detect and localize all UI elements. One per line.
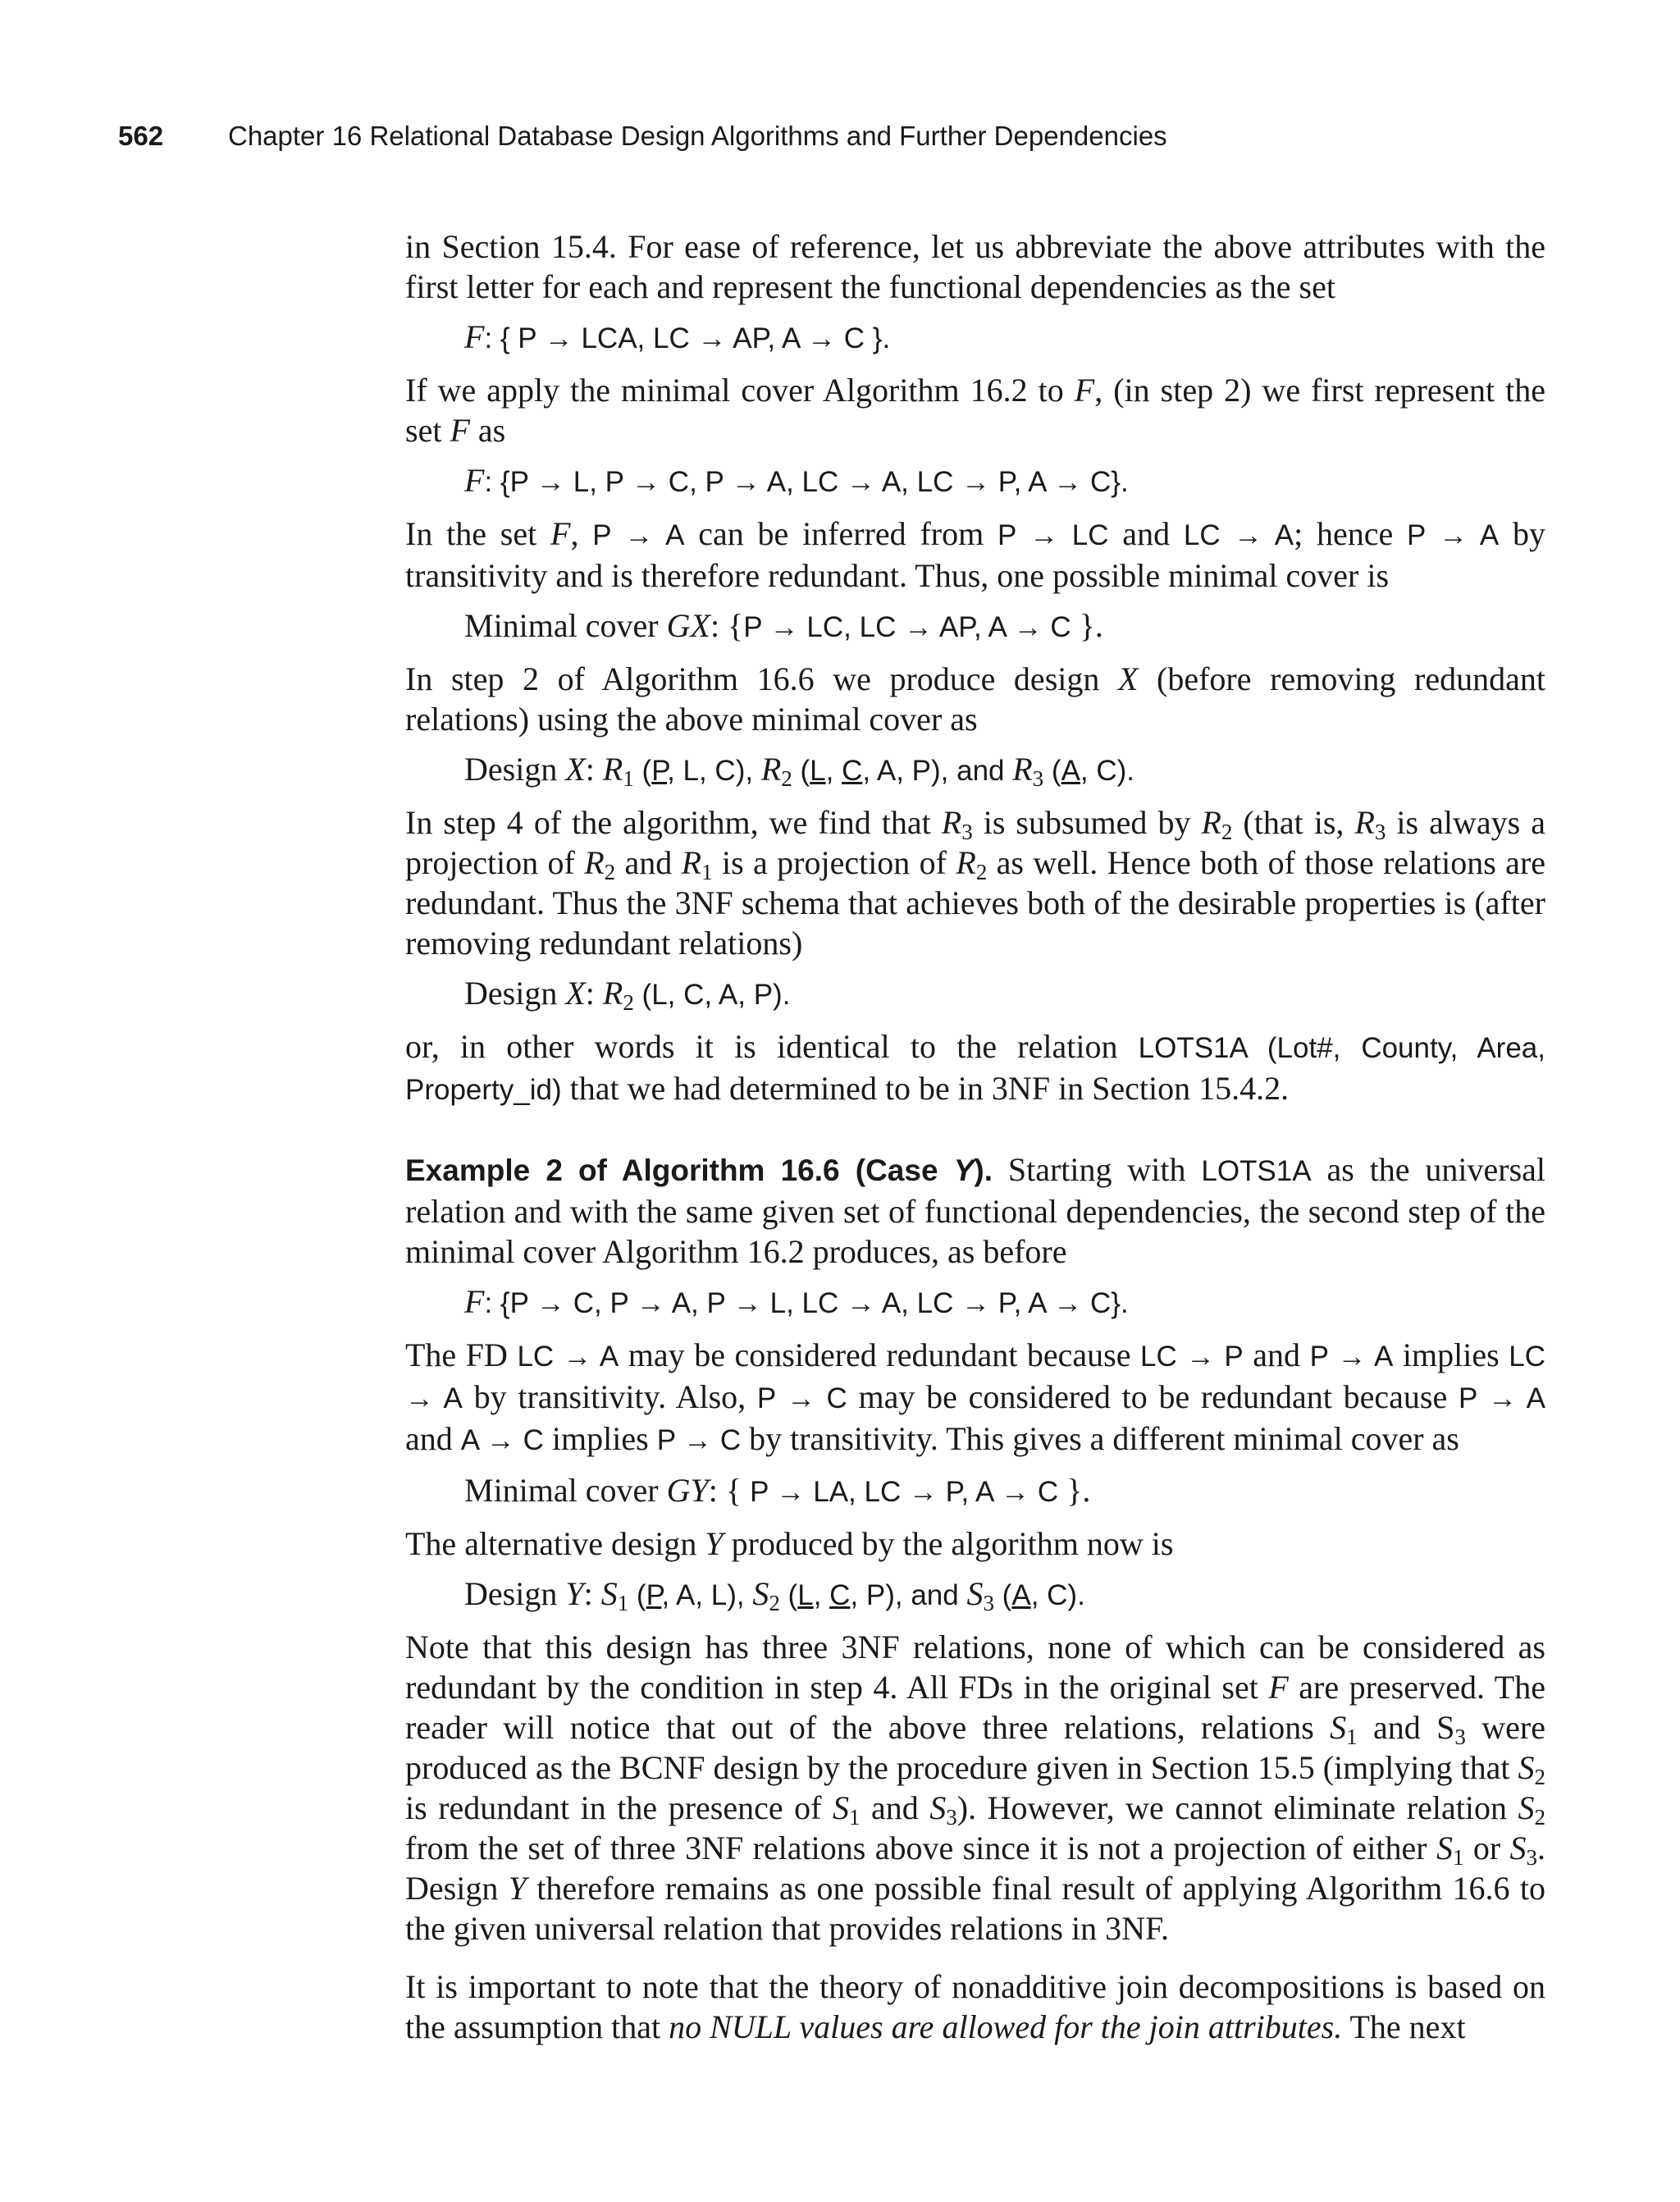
relation-r3 (1043, 755, 1134, 787)
text-run: In step 2 of Algorithm 16.6 we produce design (405, 660, 1118, 697)
subscript: 3 (961, 820, 973, 844)
fd-set: P → LA, LC → P, A → C (750, 1476, 1059, 1508)
relation-s1 (628, 1579, 752, 1611)
equation-gy (464, 1470, 1545, 1512)
key-attribute: L (810, 755, 826, 787)
text-run: as the universal relation and with the same given set of functional dependencies, the second step of the minimal cover Algorithm 16.2 produces, as before (405, 1151, 1545, 1270)
text-run: ). (974, 1154, 993, 1187)
var-F: F (1268, 1669, 1289, 1706)
text-run: , A, L), (661, 1579, 753, 1611)
text-run: , C). (1080, 755, 1135, 787)
fd: P → A (1458, 1382, 1546, 1414)
fd: LC → A (405, 1341, 1546, 1414)
equation-f-initial (464, 317, 1545, 359)
text-run: as (469, 412, 506, 449)
var-GX: GX (666, 607, 710, 644)
text-run: and (1243, 1336, 1310, 1373)
subscript: 1 (1346, 1725, 1358, 1749)
text-run: (that is, (1232, 804, 1355, 841)
var-Y: Y (953, 1154, 975, 1187)
var-S: S (1518, 1789, 1535, 1826)
subscript: 1 (701, 860, 713, 884)
text-run: The alternative design (405, 1525, 705, 1562)
fd: P → LC (998, 519, 1109, 551)
paragraph-intro (405, 226, 1545, 307)
subscript: 1 (617, 1591, 629, 1615)
text-run: In the set (405, 515, 551, 552)
subscript: 3 (983, 1591, 994, 1615)
relation-name: LOTS1A (Lot#, County, Area, Property_id) (405, 1032, 1545, 1106)
subscript: 2 (781, 766, 792, 791)
subscript: 3 (1374, 820, 1386, 844)
text-run: Example 2 of Algorithm 16.6 (Case (405, 1154, 954, 1187)
paragraph-design-x (405, 659, 1545, 739)
equation-gx (464, 605, 1545, 647)
text-run: , (in step 2) we first represent the set (405, 372, 1545, 449)
text-run: ( (993, 1579, 1012, 1611)
text-run: is redundant in the presence of (405, 1789, 833, 1826)
fd: P → C (756, 1382, 847, 1414)
text-run: and (1108, 515, 1184, 552)
key-attribute: C (829, 1579, 851, 1611)
subscript: 2 (604, 860, 616, 884)
relation-r1 (634, 755, 761, 787)
subscript: 3 (946, 1805, 957, 1830)
var-R: R (584, 844, 605, 881)
subscript: 2 (1534, 1765, 1545, 1789)
text-run: and S (1357, 1709, 1455, 1746)
subscript: 2 (1221, 820, 1233, 844)
var-S: S (929, 1789, 947, 1826)
text-run: implies (543, 1420, 657, 1457)
equation-design-x-final (464, 973, 1545, 1015)
fd-set: : {P → L, P → C, P → A, LC → A, LC → P, A → C}. (484, 466, 1129, 498)
text-run: , P), and (850, 1579, 967, 1611)
text-run: is a projection of (712, 844, 956, 881)
equation-f-example2 (464, 1281, 1545, 1323)
text-run: therefore remains as one possible final result of applying Algorithm 16.6 to the given universal relation that provides relations in 3NF. (405, 1870, 1545, 1947)
subscript: 2 (769, 1591, 780, 1615)
subscript: 1 (623, 766, 634, 791)
chapter-title: Chapter 16 Relational Database Design Algorithms and Further Dependencies (228, 121, 1167, 151)
var-R: R (1012, 751, 1033, 788)
var-F: F (450, 412, 470, 449)
var-GY: GY (666, 1472, 709, 1509)
fd: P → C (656, 1424, 742, 1456)
text-run: Note that this design has three 3NF relations, none of which can be considered as redundant by the condition in step 4. All FDs in the original set (405, 1629, 1545, 1706)
text-run: Starting with (992, 1151, 1202, 1188)
text-run: that we had determined to be in 3NF in Section 15.4.2. (561, 1070, 1290, 1107)
fd: LC → A (517, 1341, 619, 1373)
text-run: Design (464, 751, 566, 788)
text-run: , (570, 515, 593, 552)
text-run: The next (1342, 2008, 1466, 2045)
paragraph-null-values (405, 1967, 1545, 2047)
equation-design-y (464, 1574, 1545, 1615)
text-run: ( (779, 1579, 798, 1611)
fd: P → A (1407, 519, 1500, 551)
text-run: , C). (1030, 1579, 1085, 1611)
var-S: S (1330, 1709, 1347, 1746)
var-R: R (602, 751, 623, 788)
key-attribute: C (842, 755, 863, 787)
text-run: implies (1393, 1336, 1509, 1373)
paragraph-minimal-cover (405, 370, 1545, 450)
var-S: S (966, 1575, 984, 1612)
var-R: R (760, 751, 782, 788)
text-run: and (405, 1420, 461, 1457)
equation-design-x (464, 749, 1545, 791)
fd-set: : { P → LCA, LC → AP, A → C }. (484, 322, 891, 354)
text-run: is subsumed by (972, 804, 1202, 841)
text-run: (before removing redundant relations) using the above minimal cover as (405, 660, 1545, 738)
paragraph-note (405, 1627, 1545, 1948)
var-R: R (1201, 804, 1221, 841)
var-R: R (602, 975, 623, 1012)
text-run: In step 4 of the algorithm, we find that (405, 804, 942, 841)
subscript: 1 (1452, 1845, 1464, 1870)
fd-set: : {P → C, P → A, P → L, LC → A, LC → P, A → C}. (484, 1287, 1129, 1319)
var-F: F (550, 515, 571, 552)
fd: P → A (592, 519, 685, 551)
text-run: or (1463, 1830, 1510, 1866)
var-F: F (464, 462, 485, 499)
subscript: 3 (1526, 1845, 1537, 1870)
text-run: Minimal cover (464, 1472, 667, 1509)
subscript: 3 (1032, 766, 1044, 791)
text-run: by transitivity and is therefore redundant. Thus, one possible minimal cover is (405, 515, 1546, 594)
emphasis: no NULL values are allowed for the join attributes. (669, 2008, 1343, 2045)
text-run: and (615, 844, 682, 881)
page-body (405, 226, 1545, 2057)
text-run: Design (464, 1575, 566, 1612)
var-F: F (464, 1283, 485, 1320)
subscript: 2 (1534, 1805, 1545, 1830)
example-heading (405, 1154, 993, 1187)
relation-s2 (780, 1579, 967, 1611)
relation-r2 (792, 755, 1012, 787)
text-run: }. (1058, 1472, 1091, 1509)
text-run: were produced as the BCNF design by the procedure given in Section 15.5 (implying that (405, 1709, 1546, 1786)
var-F: F (464, 318, 485, 355)
paragraph-design-y (405, 1524, 1545, 1564)
key-attribute: A (1011, 1579, 1031, 1611)
text-run: If we apply the minimal cover Algorithm 16.2 to (405, 372, 1075, 409)
text-run: ( (633, 755, 652, 787)
text-run: : (585, 751, 603, 788)
var-R: R (1354, 804, 1375, 841)
text-run: . Design (405, 1830, 1545, 1907)
relation-attributes: (L, C, A, P). (633, 979, 791, 1011)
key-attribute: P (646, 1579, 662, 1611)
text-run: : (583, 1575, 601, 1612)
text-run: , A, P), and (862, 755, 1013, 787)
var-F: F (1074, 372, 1095, 409)
fd: LC → P (1140, 1341, 1244, 1373)
var-R: R (941, 804, 962, 841)
text-run: : { (708, 1472, 751, 1509)
text-run: Minimal cover (464, 607, 667, 644)
text-run: ( (1043, 755, 1061, 787)
text-run: as well. Hence both of those relations are redundant. Thus the 3NF schema that achieves both of the desirable properties is (after removing redundant relations) (405, 844, 1546, 962)
var-R: R (956, 844, 976, 881)
text-run: }. (1071, 607, 1103, 644)
equation-f-split (464, 460, 1545, 502)
text-run: , L, C), (667, 755, 761, 787)
var-Y: Y (705, 1525, 724, 1562)
paragraph-example-2 (405, 1149, 1545, 1272)
text-run: ). However, we cannot eliminate relation (956, 1789, 1518, 1826)
fd: P → A (1309, 1341, 1394, 1373)
var-X: X (1117, 660, 1139, 697)
text-run: from the set of three 3NF relations above since it is not a projection of either (405, 1830, 1436, 1866)
paragraph-redundant (405, 514, 1545, 596)
var-S: S (752, 1575, 769, 1612)
text-run: : (585, 975, 603, 1012)
relation-s3 (994, 1579, 1085, 1611)
fd: A → C (460, 1424, 544, 1456)
var-X: X (565, 975, 586, 1012)
paragraph-fd-redundant (405, 1335, 1545, 1460)
text-run: is always a projection of (405, 804, 1545, 881)
paragraph-lots1a (405, 1026, 1545, 1110)
text-run: It is important to note that the theory of nonadditive join decompositions is based on the assumption that (405, 1968, 1545, 2045)
text-run: ( (628, 1579, 646, 1611)
var-S: S (832, 1789, 849, 1826)
relation-name: LOTS1A (1201, 1155, 1312, 1187)
subscript: 3 (1454, 1725, 1466, 1749)
text-run: , (825, 755, 842, 787)
var-S: S (600, 1575, 618, 1612)
var-X: X (565, 751, 586, 788)
fd: LC → A (1183, 519, 1294, 551)
text-run: are preserved. The reader will notice that out of the above three relations, relations (405, 1669, 1545, 1746)
text-run: may be considered redundant because (619, 1336, 1141, 1373)
text-run: or, in other words it is identical to the relation (405, 1028, 1139, 1065)
text-run: Design (464, 975, 566, 1012)
var-S: S (1509, 1830, 1527, 1866)
text-run: and (860, 1789, 930, 1826)
text-run: The FD (405, 1336, 518, 1373)
fd-set: P → LC, LC → AP, A → C (743, 611, 1071, 643)
key-attribute: A (1061, 755, 1080, 787)
var-S: S (1518, 1749, 1535, 1786)
var-R: R (681, 844, 702, 881)
text-run: by transitivity. Also, (462, 1378, 757, 1415)
subscript: 2 (975, 860, 988, 884)
text-run: ; hence (1294, 515, 1408, 552)
key-attribute: L (797, 1579, 814, 1611)
text-run: ( (792, 755, 810, 787)
subscript: 2 (623, 990, 634, 1015)
running-header (118, 120, 1562, 153)
text-run: , (813, 1579, 830, 1611)
text-run: can be inferred from (684, 515, 998, 552)
var-S: S (1436, 1830, 1453, 1866)
text-run: produced by the algorithm now is (723, 1525, 1174, 1562)
page-number: 562 (118, 121, 164, 151)
text-run: by transitivity. This gives a different minimal cover as (741, 1420, 1459, 1457)
text-run: in Section 15.4. For ease of reference, let us abbreviate the above attributes with the first letter for each and represent the functional dependencies as the set (405, 228, 1545, 305)
var-Y: Y (565, 1575, 584, 1612)
subscript: 1 (848, 1805, 861, 1830)
paragraph-step4 (405, 802, 1545, 963)
text-run: may be considered to be redundant because (847, 1378, 1459, 1415)
var-Y: Y (508, 1870, 527, 1907)
text-run: : { (710, 607, 744, 644)
key-attribute: P (651, 755, 668, 787)
